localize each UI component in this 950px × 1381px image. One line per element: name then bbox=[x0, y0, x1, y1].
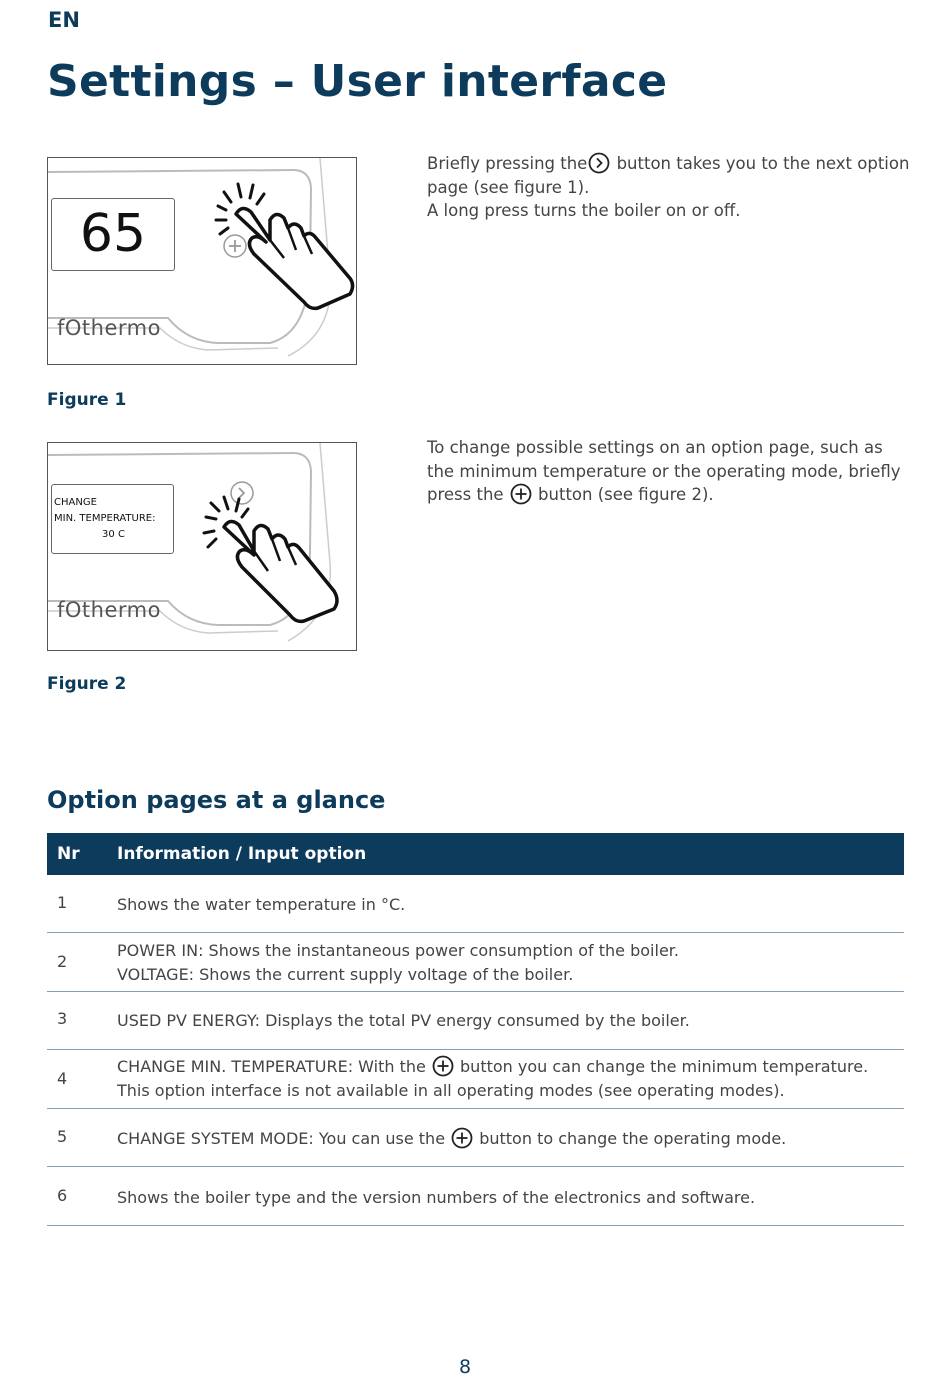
table-row bbox=[47, 1167, 904, 1226]
row-number: 5 bbox=[57, 1127, 68, 1146]
row-number: 1 bbox=[57, 893, 68, 912]
header-info: Information / Input option bbox=[117, 844, 367, 864]
section-title: Option pages at a glance bbox=[47, 786, 386, 814]
table-row bbox=[47, 1109, 904, 1167]
page-title: Settings – User interface bbox=[47, 56, 668, 107]
language-label: EN bbox=[48, 8, 80, 32]
plus-circle-icon bbox=[451, 1127, 473, 1149]
fothermo-logo: fOthermo bbox=[57, 598, 161, 622]
option-pages-table bbox=[47, 833, 904, 1226]
header-nr: Nr bbox=[57, 844, 80, 864]
row-description bbox=[117, 1055, 868, 1102]
fothermo-logo: fOthermo bbox=[57, 316, 161, 340]
row-description bbox=[117, 1127, 786, 1151]
row-line: CHANGE MIN. TEMPERATURE: With the bbox=[117, 1057, 431, 1076]
page-number: 8 bbox=[459, 1356, 472, 1378]
table-row bbox=[47, 933, 904, 992]
row-number: 3 bbox=[57, 1009, 68, 1028]
table-row bbox=[47, 875, 904, 933]
plus-circle-icon bbox=[510, 483, 532, 505]
instruction-paragraph-2 bbox=[427, 436, 907, 507]
row-line: POWER IN: Shows the instantaneous power consumption of the boiler. bbox=[117, 941, 679, 960]
row-description: Shows the boiler type and the version numbers of the electronics and software. bbox=[117, 1188, 756, 1207]
row-number: 4 bbox=[57, 1069, 68, 1088]
figure-1-illustration bbox=[47, 157, 357, 365]
row-description: Shows the water temperature in °C. bbox=[117, 895, 406, 914]
chevron-circle-icon bbox=[588, 152, 610, 174]
row-line: This option interface is not available in all operating modes (see operating modes). bbox=[117, 1080, 785, 1100]
figure-1-caption: Figure 1 bbox=[47, 390, 127, 410]
table-row bbox=[47, 1050, 904, 1109]
row-number: 6 bbox=[57, 1186, 68, 1205]
table-row bbox=[47, 992, 904, 1050]
row-description: USED PV ENERGY: Displays the total PV energy consumed by the boiler. bbox=[117, 1011, 690, 1030]
display-line-change: CHANGE bbox=[54, 497, 97, 508]
temperature-display: 65 bbox=[51, 198, 175, 271]
plus-circle-icon bbox=[432, 1055, 454, 1077]
instruction-paragraph-1 bbox=[427, 152, 917, 223]
figure-2-illustration bbox=[47, 442, 357, 651]
table-header bbox=[47, 833, 904, 875]
instruction-2-text-b: button (see figure 2). bbox=[532, 485, 714, 504]
display-value: 30 C bbox=[102, 529, 125, 540]
row-description bbox=[117, 939, 679, 986]
row-line: button to change the operating mode. bbox=[474, 1129, 787, 1148]
instruction-1-text-c: A long press turns the boiler on or off. bbox=[427, 201, 741, 220]
row-line: VOLTAGE: Shows the current supply voltage of the boiler. bbox=[117, 964, 574, 984]
row-line: button you can change the minimum temperature. bbox=[454, 1057, 869, 1076]
row-line: CHANGE SYSTEM MODE: You can use the bbox=[117, 1129, 451, 1148]
figure-2-caption: Figure 2 bbox=[47, 674, 127, 694]
instruction-1-text-b: button takes you to the next option page (see figure 1). bbox=[427, 154, 910, 197]
row-number: 2 bbox=[57, 952, 68, 971]
display-line-min-temp: MIN. TEMPERATURE: bbox=[54, 513, 156, 524]
instruction-2-text-a: To change possible settings on an option page, such as the minimum temperature or the operating mode, briefly press the bbox=[427, 438, 901, 504]
instruction-1-text-a: Briefly pressing the bbox=[427, 154, 588, 173]
